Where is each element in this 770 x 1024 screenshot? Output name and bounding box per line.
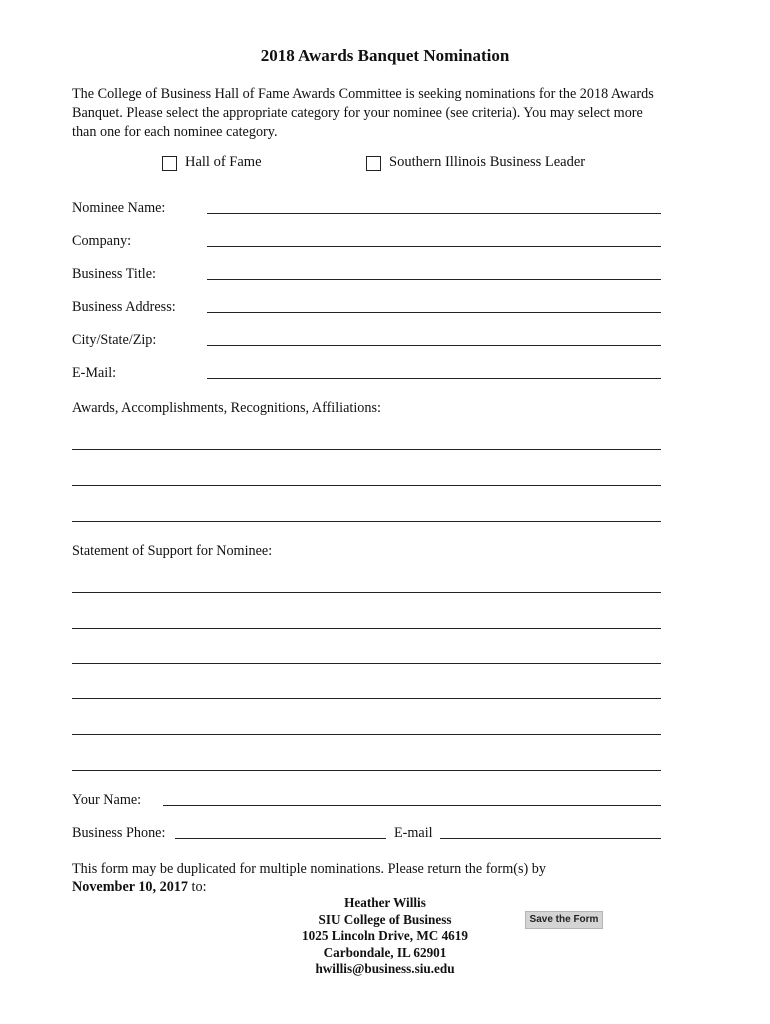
deadline-date: November 10, 2017 bbox=[72, 879, 188, 895]
business-leader-checkbox[interactable] bbox=[366, 156, 381, 171]
statement-field-line[interactable] bbox=[72, 770, 661, 771]
return-instructions: This form may be duplicated for multiple nominations. Please return the form(s) by bbox=[72, 861, 546, 877]
your-name-field[interactable] bbox=[163, 805, 661, 806]
business-phone-field[interactable] bbox=[175, 838, 386, 839]
hall-of-fame-checkbox[interactable] bbox=[162, 156, 177, 171]
business-title-field[interactable] bbox=[207, 279, 661, 280]
business-phone-label: Business Phone: bbox=[72, 825, 166, 841]
statement-field-line[interactable] bbox=[72, 698, 661, 699]
statement-field-line[interactable] bbox=[72, 592, 661, 593]
email-label: E-Mail: bbox=[72, 365, 117, 381]
awards-field-line[interactable] bbox=[72, 485, 661, 486]
intro-paragraph bbox=[72, 85, 702, 142]
statement-field-line[interactable] bbox=[72, 734, 661, 735]
page-title: 2018 Awards Banquet Nomination bbox=[260, 46, 510, 65]
awards-field-line[interactable] bbox=[72, 449, 661, 450]
intro-line: The College of Business Hall of Fame Awards Committee is seeking nominations for the 2018 Awards bbox=[72, 86, 654, 102]
business-leader-label: Southern Illinois Business Leader bbox=[389, 154, 586, 170]
email-field[interactable] bbox=[207, 378, 661, 379]
company-label: Company: bbox=[72, 233, 132, 249]
deadline-to: to: bbox=[187, 879, 207, 895]
business-address-label: Business Address: bbox=[72, 299, 176, 315]
business-address-field[interactable] bbox=[207, 312, 661, 313]
nominee-name-field[interactable] bbox=[207, 213, 661, 214]
statement-section-label: Statement of Support for Nominee: bbox=[72, 543, 273, 559]
awards-field-line[interactable] bbox=[72, 521, 661, 522]
return-address bbox=[260, 895, 510, 978]
awards-section-label: Awards, Accomplishments, Recognitions, Affiliations: bbox=[72, 400, 381, 416]
hall-of-fame-label: Hall of Fame bbox=[185, 154, 262, 170]
company-field[interactable] bbox=[207, 246, 661, 247]
contact-email-field[interactable] bbox=[440, 838, 661, 839]
nominee-name-label: Nominee Name: bbox=[72, 200, 166, 216]
save-form-button[interactable]: Save the Form bbox=[525, 911, 603, 929]
contact-email: hwillis@business.siu.edu bbox=[315, 961, 455, 976]
hall-of-fame-option[interactable] bbox=[162, 153, 262, 171]
business-leader-option[interactable] bbox=[366, 153, 585, 171]
city-state-zip-label: City/State/Zip: bbox=[72, 332, 157, 348]
contact-street: 1025 Lincoln Drive, MC 4619 bbox=[302, 928, 468, 943]
your-name-label: Your Name: bbox=[72, 792, 142, 808]
intro-line: than one for each nominee category. bbox=[72, 124, 278, 140]
city-state-zip-field[interactable] bbox=[207, 345, 661, 346]
deadline-line bbox=[72, 878, 207, 896]
contact-person: Heather Willis bbox=[344, 895, 426, 910]
statement-field-line[interactable] bbox=[72, 663, 661, 664]
contact-email-label: E-mail bbox=[394, 825, 433, 841]
statement-field-line[interactable] bbox=[72, 628, 661, 629]
contact-city: Carbondale, IL 62901 bbox=[323, 944, 447, 960]
business-title-label: Business Title: bbox=[72, 266, 156, 282]
intro-line: Banquet. Please select the appropriate category for your nominee (see criteria). You may select more bbox=[72, 105, 643, 121]
contact-organization: SIU College of Business bbox=[318, 911, 452, 927]
